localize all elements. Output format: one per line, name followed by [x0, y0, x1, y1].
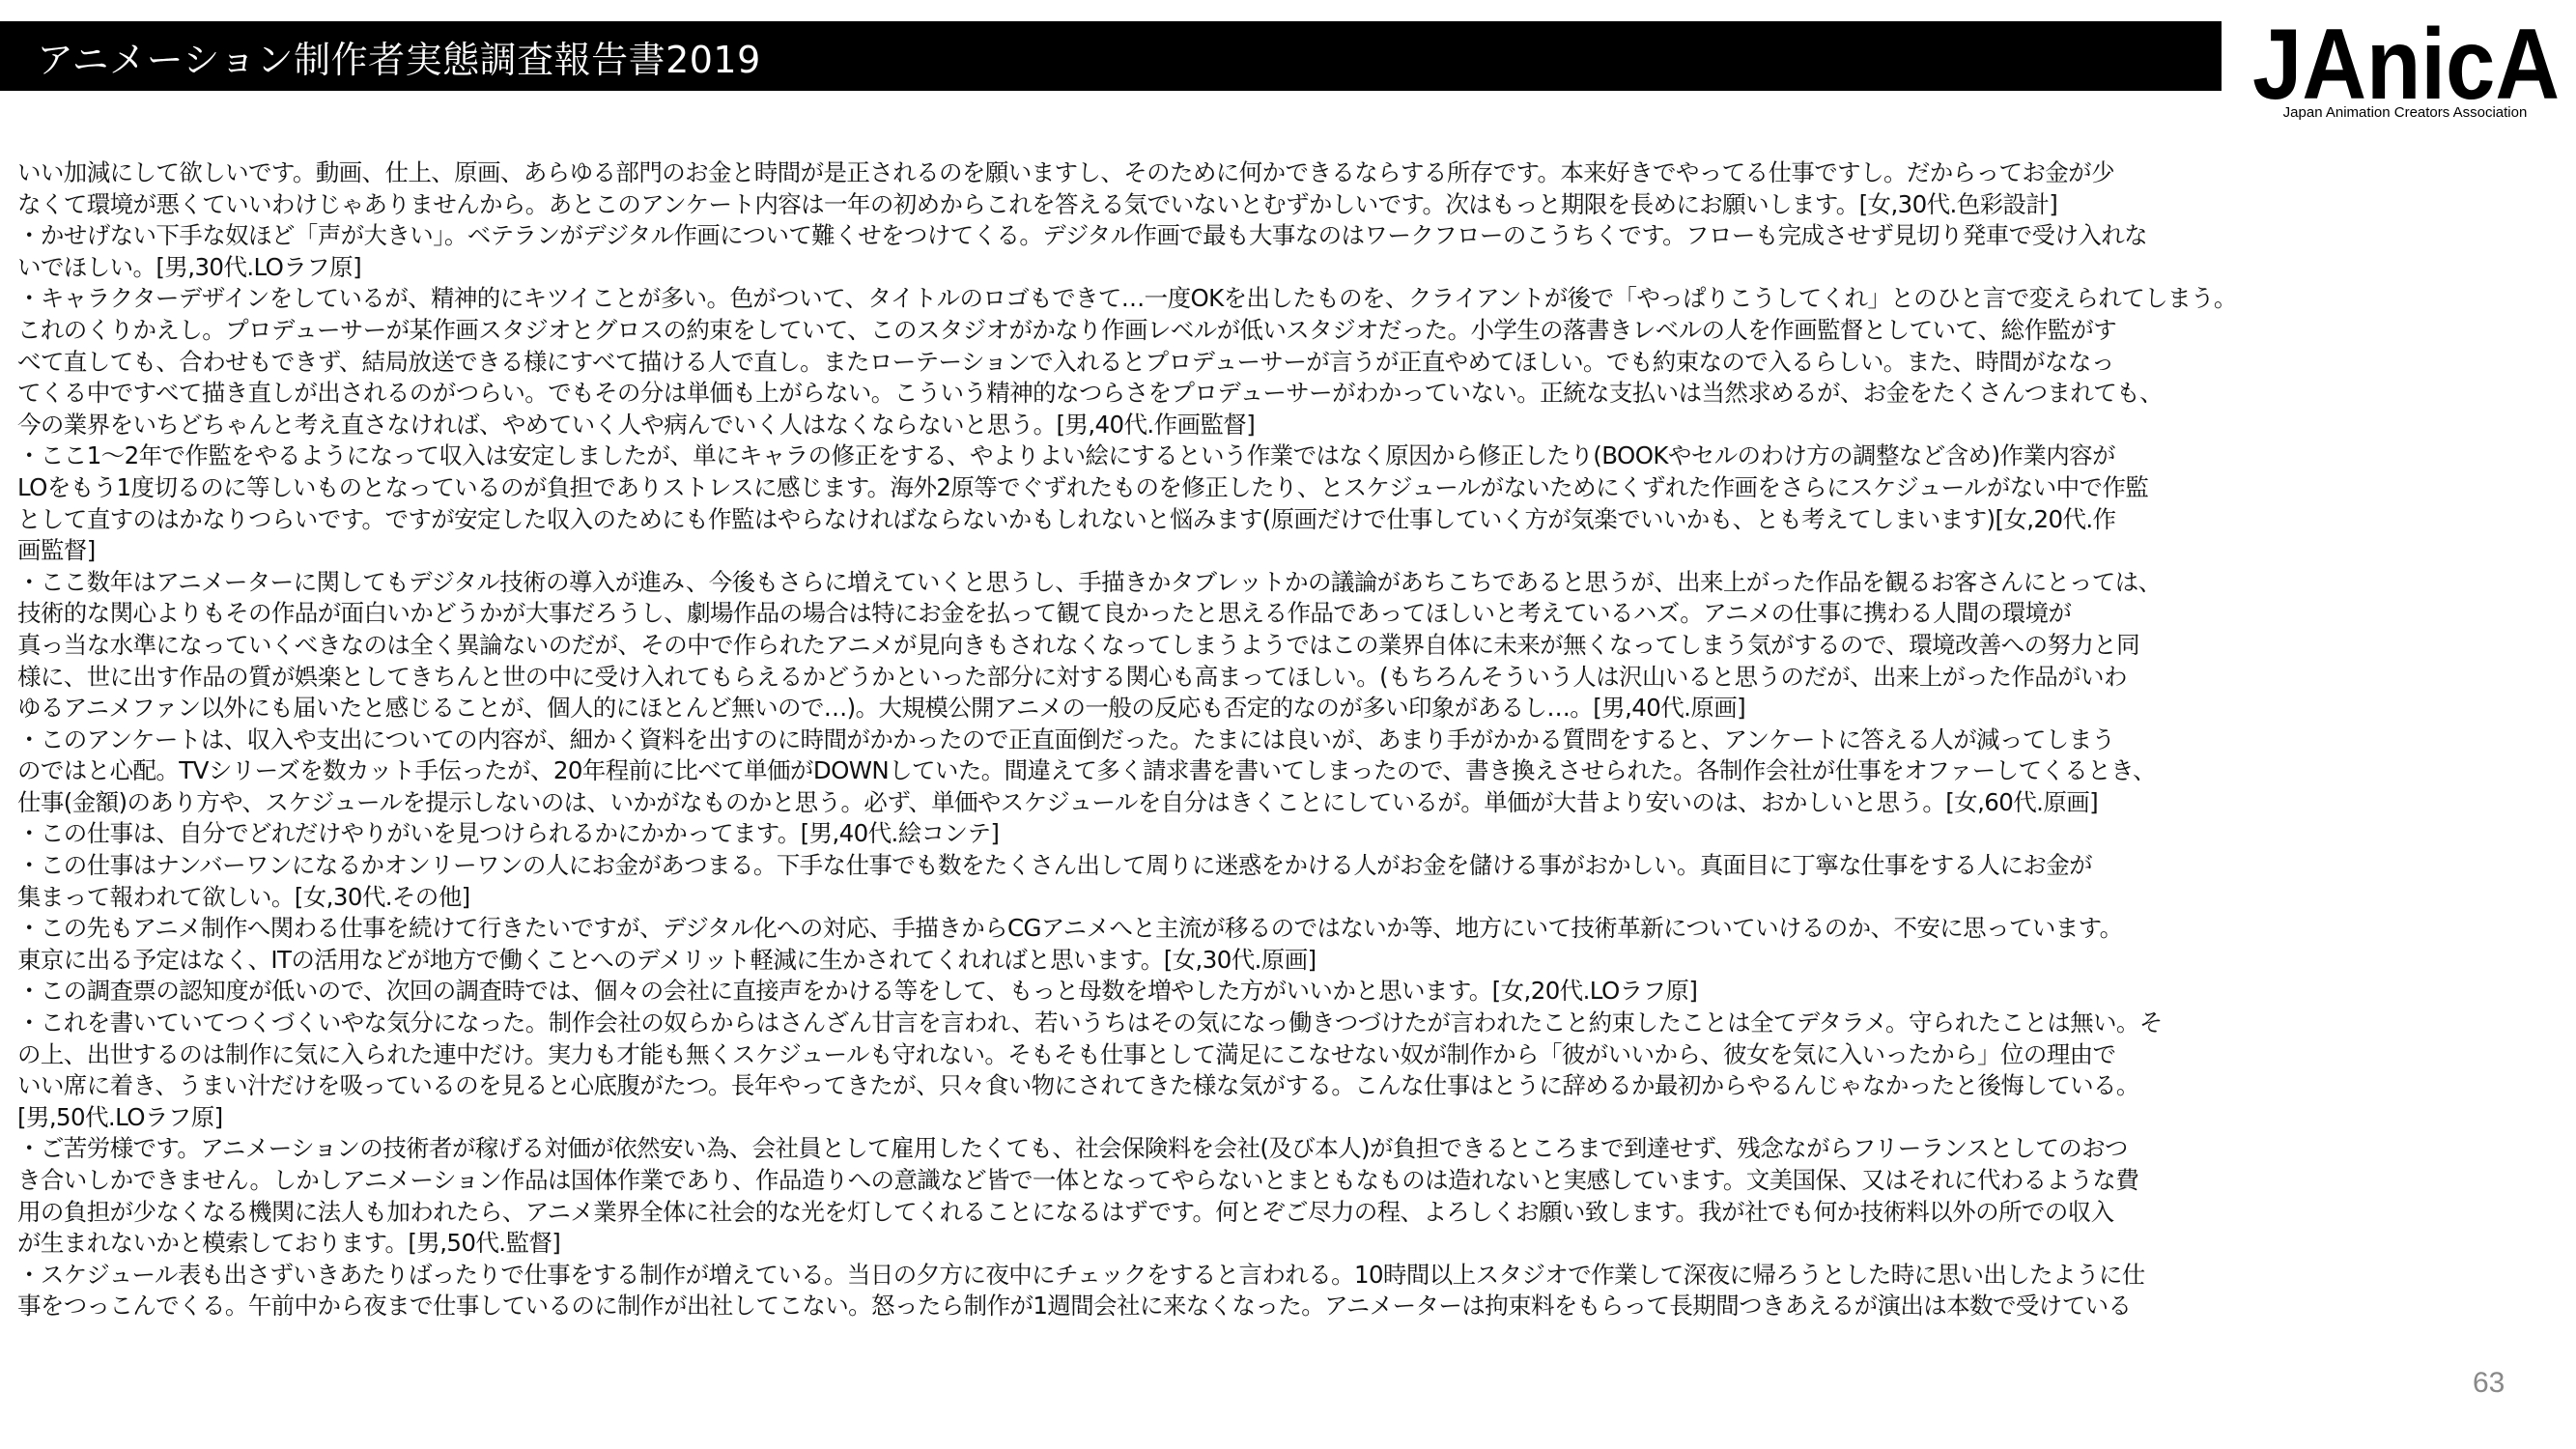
text-line: ・この調査票の認知度が低いので、次回の調査時では、個々の会社に直接声をかける等をして、もっと母数を増やした方がいいかと思います。[女,20代.LOラフ原] [17, 977, 1698, 1006]
text-line: の上、出世するのは制作に気に入られた連中だけ。実力も才能も無くスケジュールも守れない。そもそも仕事として満足にこなせない奴が制作から「彼がいいから、彼女を気に入いったから」位の理由で [17, 1039, 2116, 1068]
document-title: アニメーション制作者実態調査報告書2019 [37, 38, 761, 81]
comment-body [17, 157, 2451, 1322]
text-line: 画監督] [17, 536, 96, 565]
text-line: 事をつっこんでくる。午前中から夜まで仕事しているのに制作が出社してこない。怒ったら制作が1週間会社に来なくなった。アニメーターは拘束料をもらって長期間つきあえるが演出は本数で受けている [17, 1292, 2132, 1321]
text-line: が生まれないかと模索しております。[男,50代.監督] [17, 1229, 561, 1258]
text-line: いい加減にして欲しいです。動画、仕上、原画、あらゆる部門のお金と時間が是正されるのを願いますし、そのために何かできるならする所存です。本来好きでやってる仕事ですし。だからってお金が少 [17, 158, 2114, 186]
text-line: として直すのはかなりつらいです。ですが安定した収入のためにも作監はやらなければならないかもしれないと悩みます(原画だけで仕事していく方が気楽でいいかも、とも考えてしまいます)[女,20代.作 [17, 504, 2116, 533]
text-line: ・かせげない下手な奴ほど「声が大きい」。ベテランがデジタル作画について難くせをつけてくる。デジタル作画で最も大事なのはワークフローのこうちくです。フローも完成させず見切り発車で受け入れな [17, 221, 2148, 250]
text-line: ・この先もアニメ制作へ関わる仕事を続けて行きたいですが、デジタル化への対応、手描きからCGアニメへと主流が移るのではないか等、地方にいて技術革新についていけるのか、不安に思っています。 [17, 914, 2123, 943]
text-line: 技術的な関心よりもその作品が面白いかどうかが大事だろうし、劇場作品の場合は特にお金を払って観て良かったと思える作品であってほしいと考えているハズ。アニメの仕事に携わる人間の環境が [17, 599, 2072, 628]
janica-logo [2241, 17, 2569, 124]
text-line: ・これを書いていてつくづくいやな気分になった。制作会社の奴らからはさんざん甘言を言われ、若いうちはその気になっ働きつづけたが言われたこと約束したことは全てデタラメ。守られたことは無い。そ [17, 1009, 2163, 1037]
text-line: ・キャラクターデザインをしているが、精神的にキツイことが多い。色がついて、タイトルのロゴもできて…一度OKを出したものを、クライアントが後で「やっぱりこうしてくれ」とのひと言で変えられてしまう。 [17, 284, 2237, 313]
text-line: べて直しても、合わせもできず、結局放送できる様にすべて描ける人で直し。またローテーションで入れるとプロデューサーが言うが正直やめてほしい。でも約束なので入るらしい。また、時間がななっ [17, 347, 2114, 376]
text-line: これのくりかえし。プロデューサーが某作画スタジオとグロスの約束をしていて、このスタジオがかなり作画レベルが低いスタジオだった。小学生の落書きレベルの人を作画監督としていて、総作監がす [17, 315, 2117, 344]
text-line: LOをもう1度切るのに等しいものとなっているのが負担でありストレスに感じます。海外2原等でぐずれたものを修正したり、とスケジュールがないためにくずれた作画をさらにスケジュールがない中で作監 [17, 472, 2149, 501]
text-line: [男,50代.LOラフ原] [17, 1102, 223, 1131]
text-line: いい席に着き、うまい汁だけを吸っているのを見ると心底腹がたつ。長年やってきたが、只々食い物にされてきた様な気がする。こんな仕事はとうに辞めるか最初からやるんじゃなかったと後悔している。 [17, 1071, 2139, 1100]
text-line: 様に、世に出す作品の質が娯楽としてきちんと世の中に受け入れてもらえるかどうかといった部分に対する関心も高まってほしい。(もちろんそういう人は沢山いると思うのだが、出来上がった作品がいわ [17, 662, 2127, 691]
text-line: ・この仕事は、自分でどれだけやりがいを見つけられるかにかかってます。[男,40代.絵コンテ] [17, 819, 1000, 848]
text-line: ・ここ数年はアニメーターに関してもデジタル技術の導入が進み、今後もさらに増えていくと思うし、手描きかタブレットかの議論があちこちであると思うが、出来上がった作品を観るお客さんにとっては、 [17, 567, 2162, 596]
page-number: 63 [2473, 1367, 2505, 1399]
text-line: ・スケジュール表も出さずいきあたりばったりで仕事をする制作が増えている。当日の夕方に夜中にチェックをすると言われる。10時間以上スタジオで作業して深夜に帰ろうとした時に思い出したように仕 [17, 1260, 2145, 1289]
text-line: 仕事(金額)のあり方や、スケジュールを提示しないのは、いかがなものかと思う。必ず、単価やスケジュールを自分はきくことにしているが。単価が大昔より安いのは、おかしいと思う。[女,60代.原画] [17, 787, 2099, 816]
text-line: き合いしかできません。しかしアニメーション作品は国体作業であり、作品造りへの意識など皆で一体となってやらないとまともなものは造れないと実感しています。文美国保、又はそれに代わるような費 [17, 1166, 2139, 1194]
logo-text: JAnicA [2252, 17, 2560, 104]
text-line: 用の負担が少なくなる機関に法人も加われたら、アニメ業界全体に社会的な光を灯してくれることになるはずです。何とぞご尽力の程、よろしくお願い致します。我が社でも何か技術料以外の所での収入 [17, 1197, 2114, 1226]
text-line: いでほしい。[男,30代.LOラフ原] [17, 252, 362, 281]
logo-subtitle: Japan Animation Creators Association [2282, 104, 2528, 121]
text-line: ・この仕事はナンバーワンになるかオンリーワンの人にお金があつまる。下手な仕事でも数をたくさん出して周りに迷惑をかける人がお金を儲ける事がおかしい。真面目に丁寧な仕事をする人にお金が [17, 851, 2093, 880]
logo-mark-icon [2252, 17, 2562, 104]
text-line: ・ご苦労様です。アニメーションの技術者が稼げる対価が依然安い為、会社員として雇用したくても、社会保険料を会社(及び本人)が負担できるところまで到達せず、残念ながらフリーランスとしてのおつ [17, 1134, 2128, 1163]
text-line: 東京に出る予定はなく、ITの活用などが地方で働くことへのデメリット軽減に生かされてくれればと思います。[女,30代.原画] [17, 945, 1316, 974]
title-bar [0, 21, 2222, 91]
text-line: ゆるアニメファン以外にも届いたと感じることが、個人的にほとんど無いので…)。大規模公開アニメの一般の反応も否定的なのが多い印象があるし…。[男,40代.原画] [17, 694, 1746, 723]
text-line: ・ここ1～2年で作監をやるようになって収入は安定しましたが、単にキャラの修正をする、やよりよい絵にするという作業ではなく原因から修正したり(BOOKやセルのわけ方の調整など含め)作業内容が [17, 441, 2115, 470]
text-line: のではと心配。TVシリーズを数カット手伝ったが、20年程前に比べて単価がDOWNしていた。間違えて多く請求書を書いてしまったので、書き換えさせられた。各制作会社が仕事をオファーしてくるとき、 [17, 756, 2156, 785]
text-line: 真っ当な水準になっていくべきなのは全く異論ないのだが、その中で作られたアニメが見向きもされなくなってしまうようではこの業界自体に未来が無くなってしまう気がするので、環境改善への努力と同 [17, 630, 2140, 659]
text-line: 今の業界をいちどちゃんと考え直さなければ、やめていく人や病んでいく人はなくならないと思う。[男,40代.作画監督] [17, 410, 1256, 439]
text-line: なくて環境が悪くていいわけじゃありませんから。あとこのアンケート内容は一年の初めからこれを答える気でいないとむずかしいです。次はもっと期限を長めにお願いします。[女,30代.色彩設計] [17, 189, 2058, 218]
text-line: 集まって報われて欲しい。[女,30代.その他] [17, 882, 470, 911]
text-line: ・このアンケートは、収入や支出についての内容が、細かく資料を出すのに時間がかかったので正直面倒だった。たまには良いが、あまり手がかかる質問をすると、アンケートに答える人が減ってしまう [17, 724, 2115, 753]
text-line: てくる中ですべて描き直しが出されるのがつらい。でもその分は単価も上がらない。こういう精神的なつらさをプロデューサーがわかっていない。正統な支払いは当然求めるが、お金をたくさんつまれても、 [17, 379, 2163, 408]
